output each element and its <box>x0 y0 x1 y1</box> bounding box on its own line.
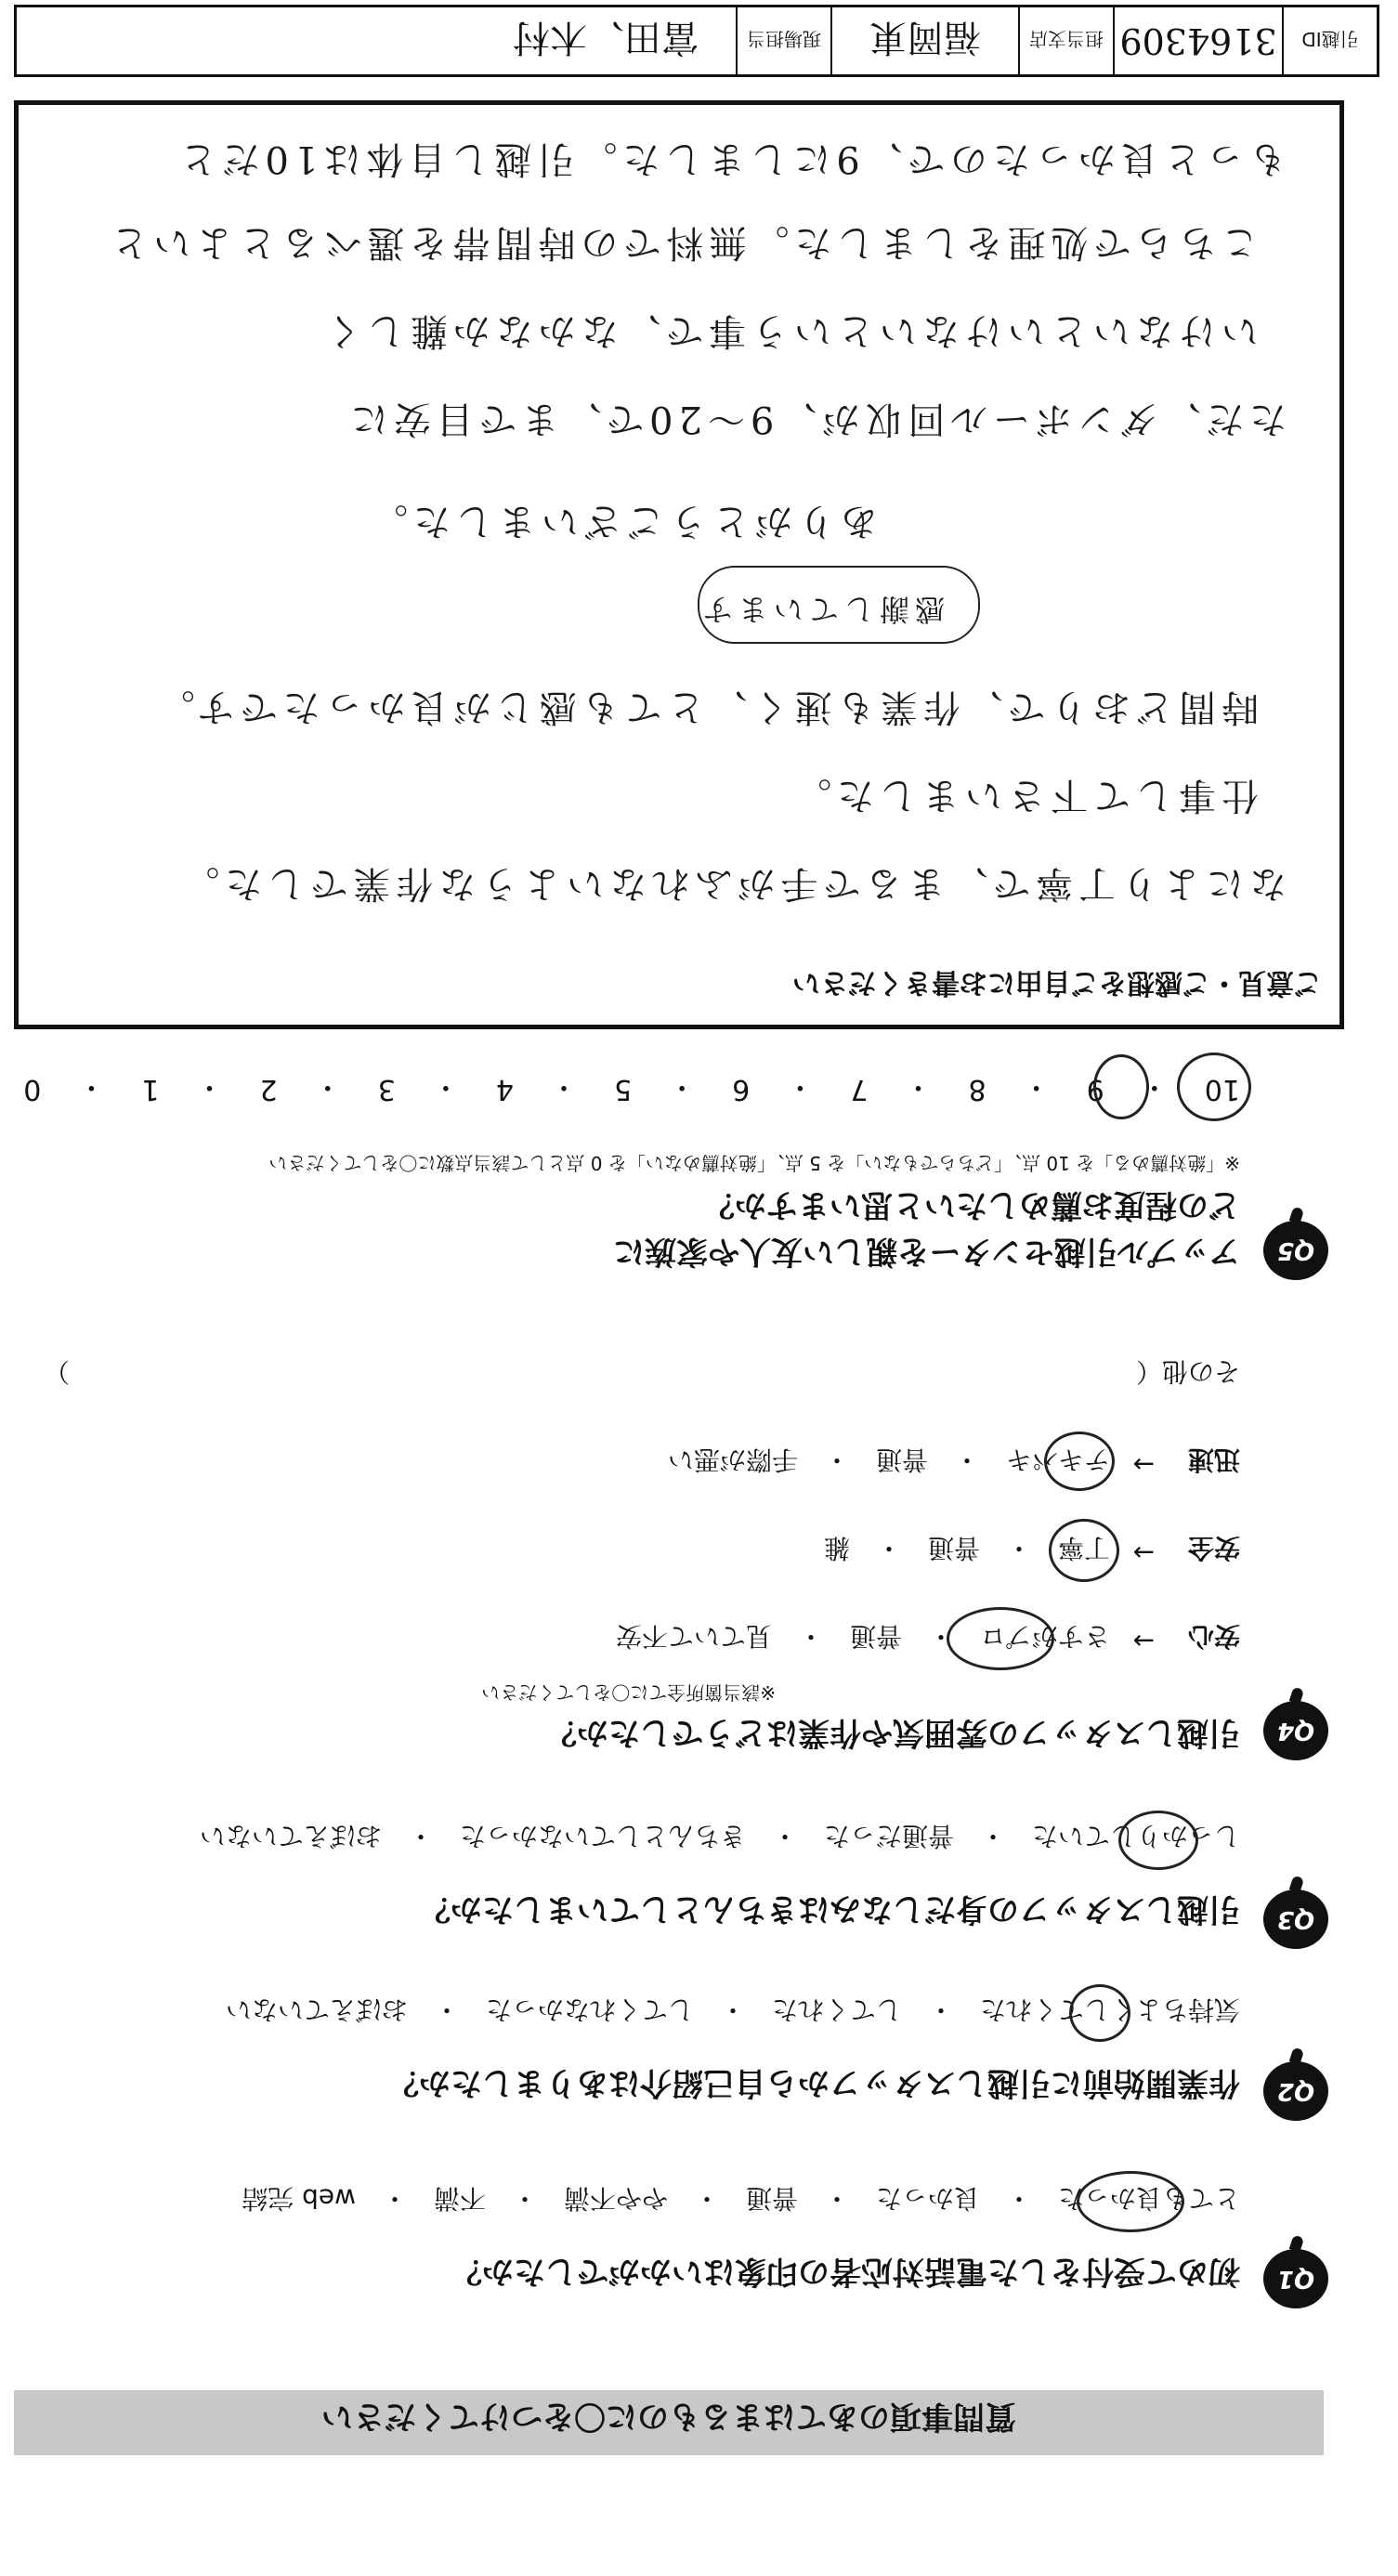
q4-row-options: 丁寧 ・ 普通 ・ 雑 <box>823 1533 1110 1563</box>
comments-header: ご意見・ご感想をご自由にお書きください <box>792 966 1322 999</box>
comment-line: なにより丁寧で、まるで手がふれないような作業でした。 <box>176 862 1287 905</box>
comment-line: いけないといけないという事で、なかなか難しく <box>319 309 1259 352</box>
handwritten-circle <box>1177 1053 1251 1121</box>
comment-line: ただ、ダンボール回収が、9〜20で、まで目安に <box>345 398 1287 440</box>
handwritten-circle <box>1049 1519 1119 1582</box>
comment-line: 時間どおりで、作業も速く、とても感じが良かったです。 <box>151 686 1259 728</box>
score-option: 5 <box>614 1073 633 1106</box>
id-value: 3164309 <box>1113 7 1282 74</box>
handwritten-circle <box>1077 2171 1184 2232</box>
comment-line: もっと良かったので、9にしました。引越し自体は10だと <box>174 137 1287 180</box>
q4-question: 引越しスタッフの雰囲気や作業はどうでしたか？ <box>545 1714 1240 1751</box>
q1-options: とても良かった ・ 良かった ・ 普通 ・ やや不満 ・ 不満 ・ web 完結 <box>242 2183 1240 2214</box>
handwritten-circle <box>1118 1811 1198 1870</box>
arrow-right-icon: → <box>1132 1449 1155 1480</box>
handwritten-circle <box>1044 1432 1115 1491</box>
q5-badge: Q5 <box>1263 1221 1328 1280</box>
q3-badge: Q3 <box>1263 1890 1328 1949</box>
score-option: 0 <box>23 1073 42 1106</box>
q4-other-close: ） <box>43 1356 70 1387</box>
score-option: 1 <box>141 1073 160 1106</box>
q2-question: 作業開始前に引越しスタッフから自己紹介はありましたか？ <box>387 2064 1240 2101</box>
q5-question-line2: どの程度お薦めしたいと思いますか？ <box>703 1186 1240 1223</box>
q4-row-label: 安全 <box>1187 1533 1240 1563</box>
arrow-right-icon: → <box>1132 1626 1155 1656</box>
comment-line: こちらで処理をしました。無料での時間帯を選べるとよいと <box>105 221 1259 264</box>
branch-label: 担当支店 <box>1018 7 1113 74</box>
score-option: 10 <box>1204 1073 1240 1106</box>
q5-score-scale: 10 ・ 9 ・ 8 ・ 7 ・ 6 ・ 5 ・ 4 ・ 3 ・ 2 ・ 1 ・ 0 <box>23 1070 1240 1106</box>
handwritten-circle <box>1069 1984 1130 2042</box>
q1-badge: Q1 <box>1263 2249 1328 2308</box>
q3-question: 引越しスタッフの身だしなみはきちんとしていましたか？ <box>419 1890 1240 1928</box>
score-option: 3 <box>377 1073 396 1106</box>
q4-note: ※該当箇所全てに〇をしてください <box>481 1681 776 1704</box>
arrow-right-icon: → <box>1132 1537 1155 1568</box>
id-label: 引越ID <box>1282 7 1377 74</box>
score-option: 2 <box>259 1073 278 1106</box>
aside-note: 感謝しています <box>697 592 945 627</box>
q5-note: ※「絶対薦める」を 10 点、「どちらでもない」を 5 点、「絶対薦めない」を 0 点として該当点数に〇をしてください <box>268 1152 1240 1174</box>
q4-row-options: テキパキ ・ 普通 ・ 手際が悪い <box>667 1445 1110 1475</box>
branch-value: 福岡東 <box>830 7 1018 74</box>
score-option: 6 <box>732 1073 751 1106</box>
handwritten-circle <box>1093 1054 1149 1119</box>
q4-row-label: 安心 <box>1187 1621 1240 1652</box>
handwritten-circle <box>947 1607 1054 1670</box>
q4-row-options: さすがプロ ・ 普通 ・ 見ていて不安 <box>615 1621 1110 1652</box>
staff-value: 富田、木村 <box>513 16 699 59</box>
score-option: 4 <box>495 1073 514 1106</box>
q4-other-label: その他（ <box>1135 1356 1240 1387</box>
score-option: 7 <box>850 1073 869 1106</box>
q2-badge: Q2 <box>1263 2061 1328 2121</box>
score-option: 8 <box>968 1073 986 1106</box>
q4-badge: Q4 <box>1263 1701 1328 1760</box>
comment-line: 仕事して下さいました。 <box>789 774 1259 817</box>
instruction-banner-text: 質問事項のあてはまるものに〇をつけてください <box>321 2398 1016 2435</box>
q4-row-label: 迅速 <box>1187 1445 1240 1475</box>
footer-info-table <box>14 5 1379 77</box>
q2-options: 気持ちよくしてくれた ・ してくれた ・ してくれなかった ・ おぼえていない <box>225 1994 1240 2025</box>
q3-options: しっかりしていた ・ 普通だった ・ きちんとしていなかった ・ おぼえていない <box>199 1821 1240 1851</box>
q1-question: 初めて受付をした電話対応者の印象はいかがでしたか？ <box>451 2253 1240 2290</box>
q5-question-line1: アップル引越センターを親しい友人や家族に <box>613 1233 1240 1270</box>
comment-line: ありがとうございました。 <box>365 500 878 543</box>
staff-label: 現場担当 <box>736 7 830 74</box>
score-option: 9 <box>1086 1073 1104 1106</box>
